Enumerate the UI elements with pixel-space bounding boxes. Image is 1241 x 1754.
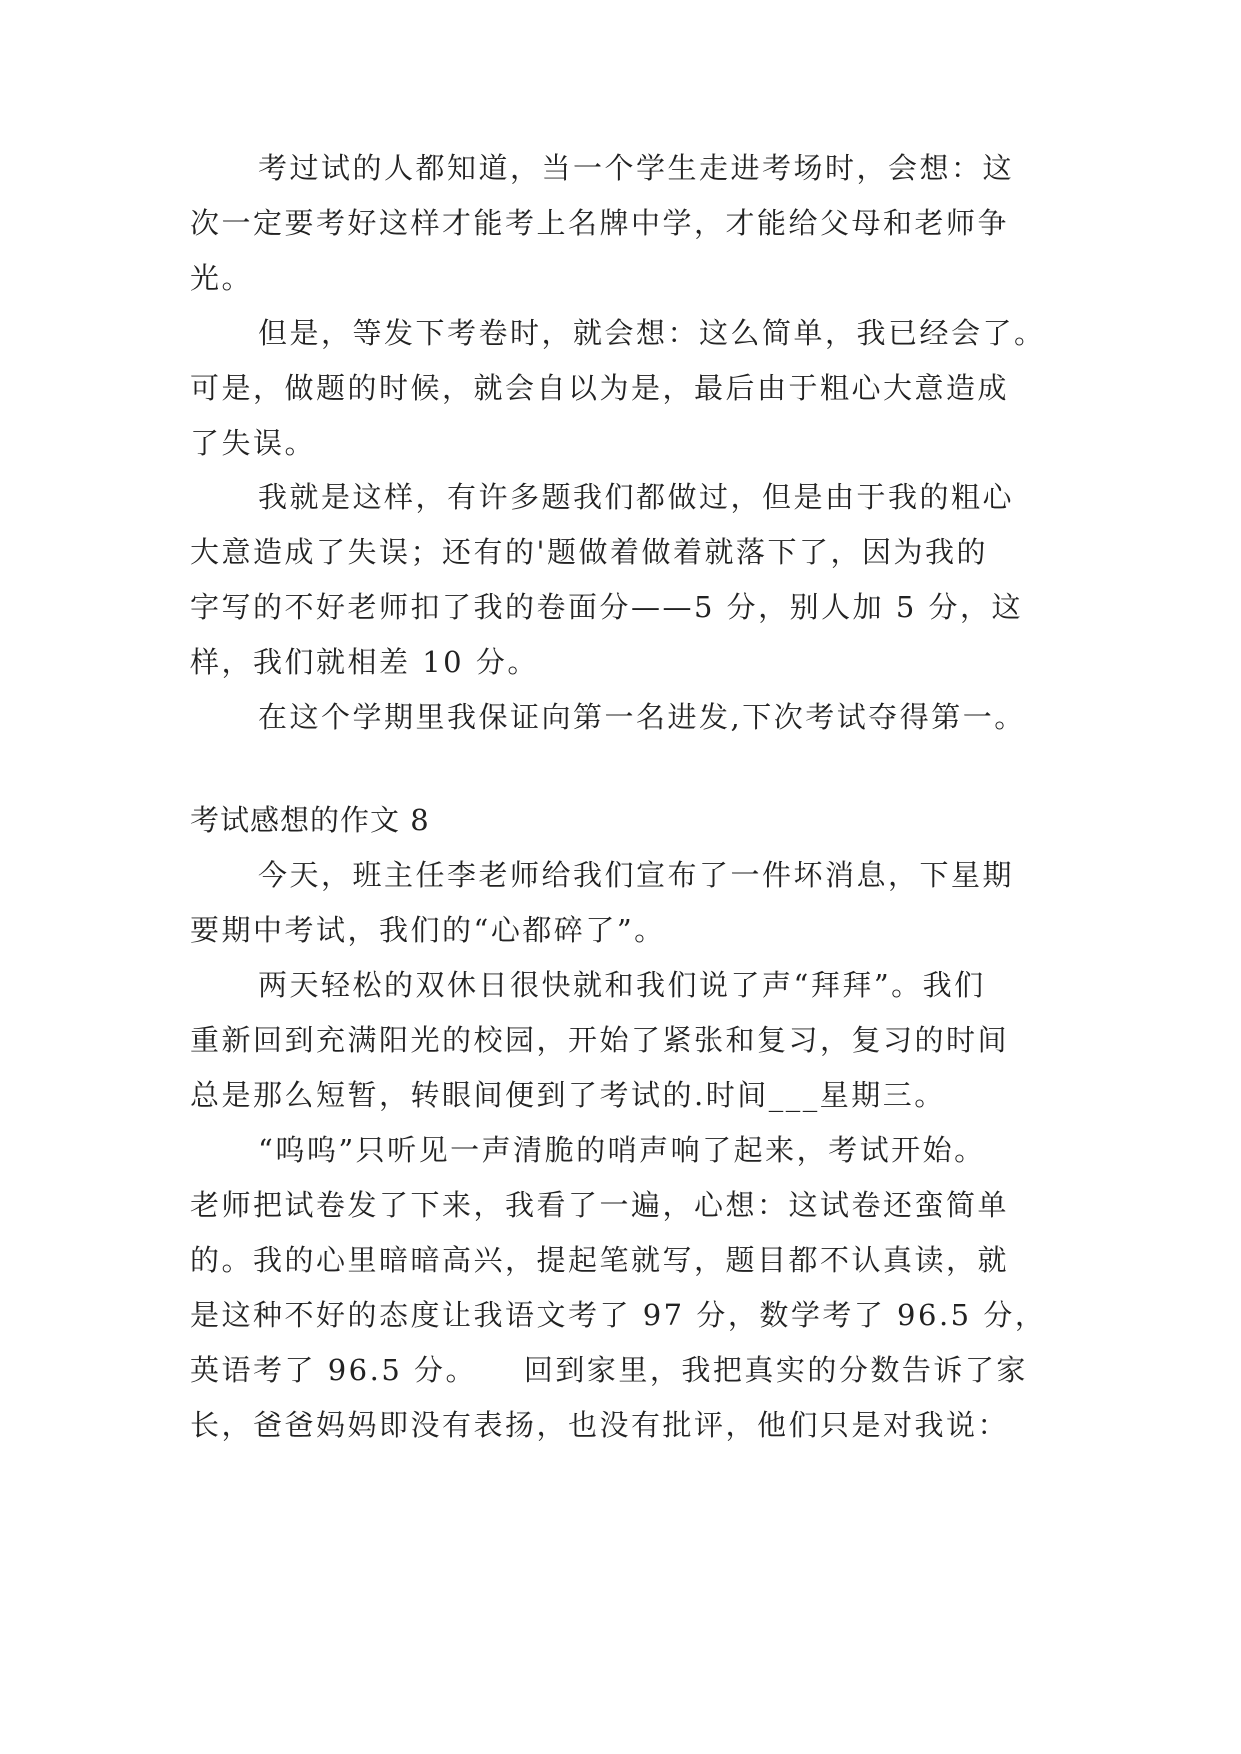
paragraph-line: 样，我们就相差 10 分。 (190, 645, 539, 679)
paragraph-line: 总是那么短暂，转眼间便到了考试的.时间___星期三。 (190, 1078, 946, 1112)
paragraph-line: 的。我的心里暗暗高兴，提起笔就写，题目都不认真读，就 (190, 1243, 1010, 1277)
paragraph-line: “呜呜”只听见一声清脆的哨声响了起来，考试开始。 (258, 1133, 986, 1167)
paragraph-line: 考过试的人都知道，当一个学生走进考场时，会想：这 (258, 151, 1015, 185)
paragraph-line: 可是，做题的时候，就会自以为是，最后由于粗心大意造成 (190, 371, 1010, 405)
paragraph-line: 重新回到充满阳光的校园，开始了紧张和复习，复习的时间 (190, 1023, 1010, 1057)
paragraph-line: 要期中考试，我们的“心都碎了”。 (190, 913, 666, 947)
paragraph-line: 光。 (190, 261, 254, 295)
paragraph-line: 老师把试卷发了下来，我看了一遍，心想：这试卷还蛮简单 (190, 1188, 1010, 1222)
paragraph-line: 两天轻松的双休日很快就和我们说了声“拜拜”。我们 (258, 968, 986, 1002)
paragraph-line: 长，爸爸妈妈即没有表扬，也没有批评，他们只是对我说： (190, 1408, 1010, 1442)
paragraph-line: 但是，等发下考卷时，就会想：这么简单，我已经会了。 (258, 316, 1046, 350)
paragraph-line: 字写的不好老师扣了我的卷面分——5 分，别人加 5 分，这 (190, 590, 1024, 624)
paragraph-line: 英语考了 96.5 分。 回到家里，我把真实的分数告诉了家 (190, 1353, 1028, 1387)
paragraph-line: 是这种不好的态度让我语文考了 97 分，数学考了 96.5 分， (190, 1298, 1047, 1332)
paragraph-line: 次一定要考好这样才能考上名牌中学，才能给父母和老师争 (190, 206, 1010, 240)
paragraph-line: 在这个学期里我保证向第一名进发,下次考试夺得第一。 (258, 700, 1026, 734)
paragraph-line: 我就是这样，有许多题我们都做过，但是由于我的粗心 (258, 480, 1015, 514)
paragraph-line: 了失误。 (190, 426, 317, 460)
section-heading: 考试感想的作文 8 (190, 803, 430, 837)
paragraph-line: 大意造成了失误；还有的'题做着做着就落下了，因为我的 (190, 535, 988, 569)
paragraph-line: 今天，班主任李老师给我们宣布了一件坏消息，下星期 (258, 858, 1015, 892)
